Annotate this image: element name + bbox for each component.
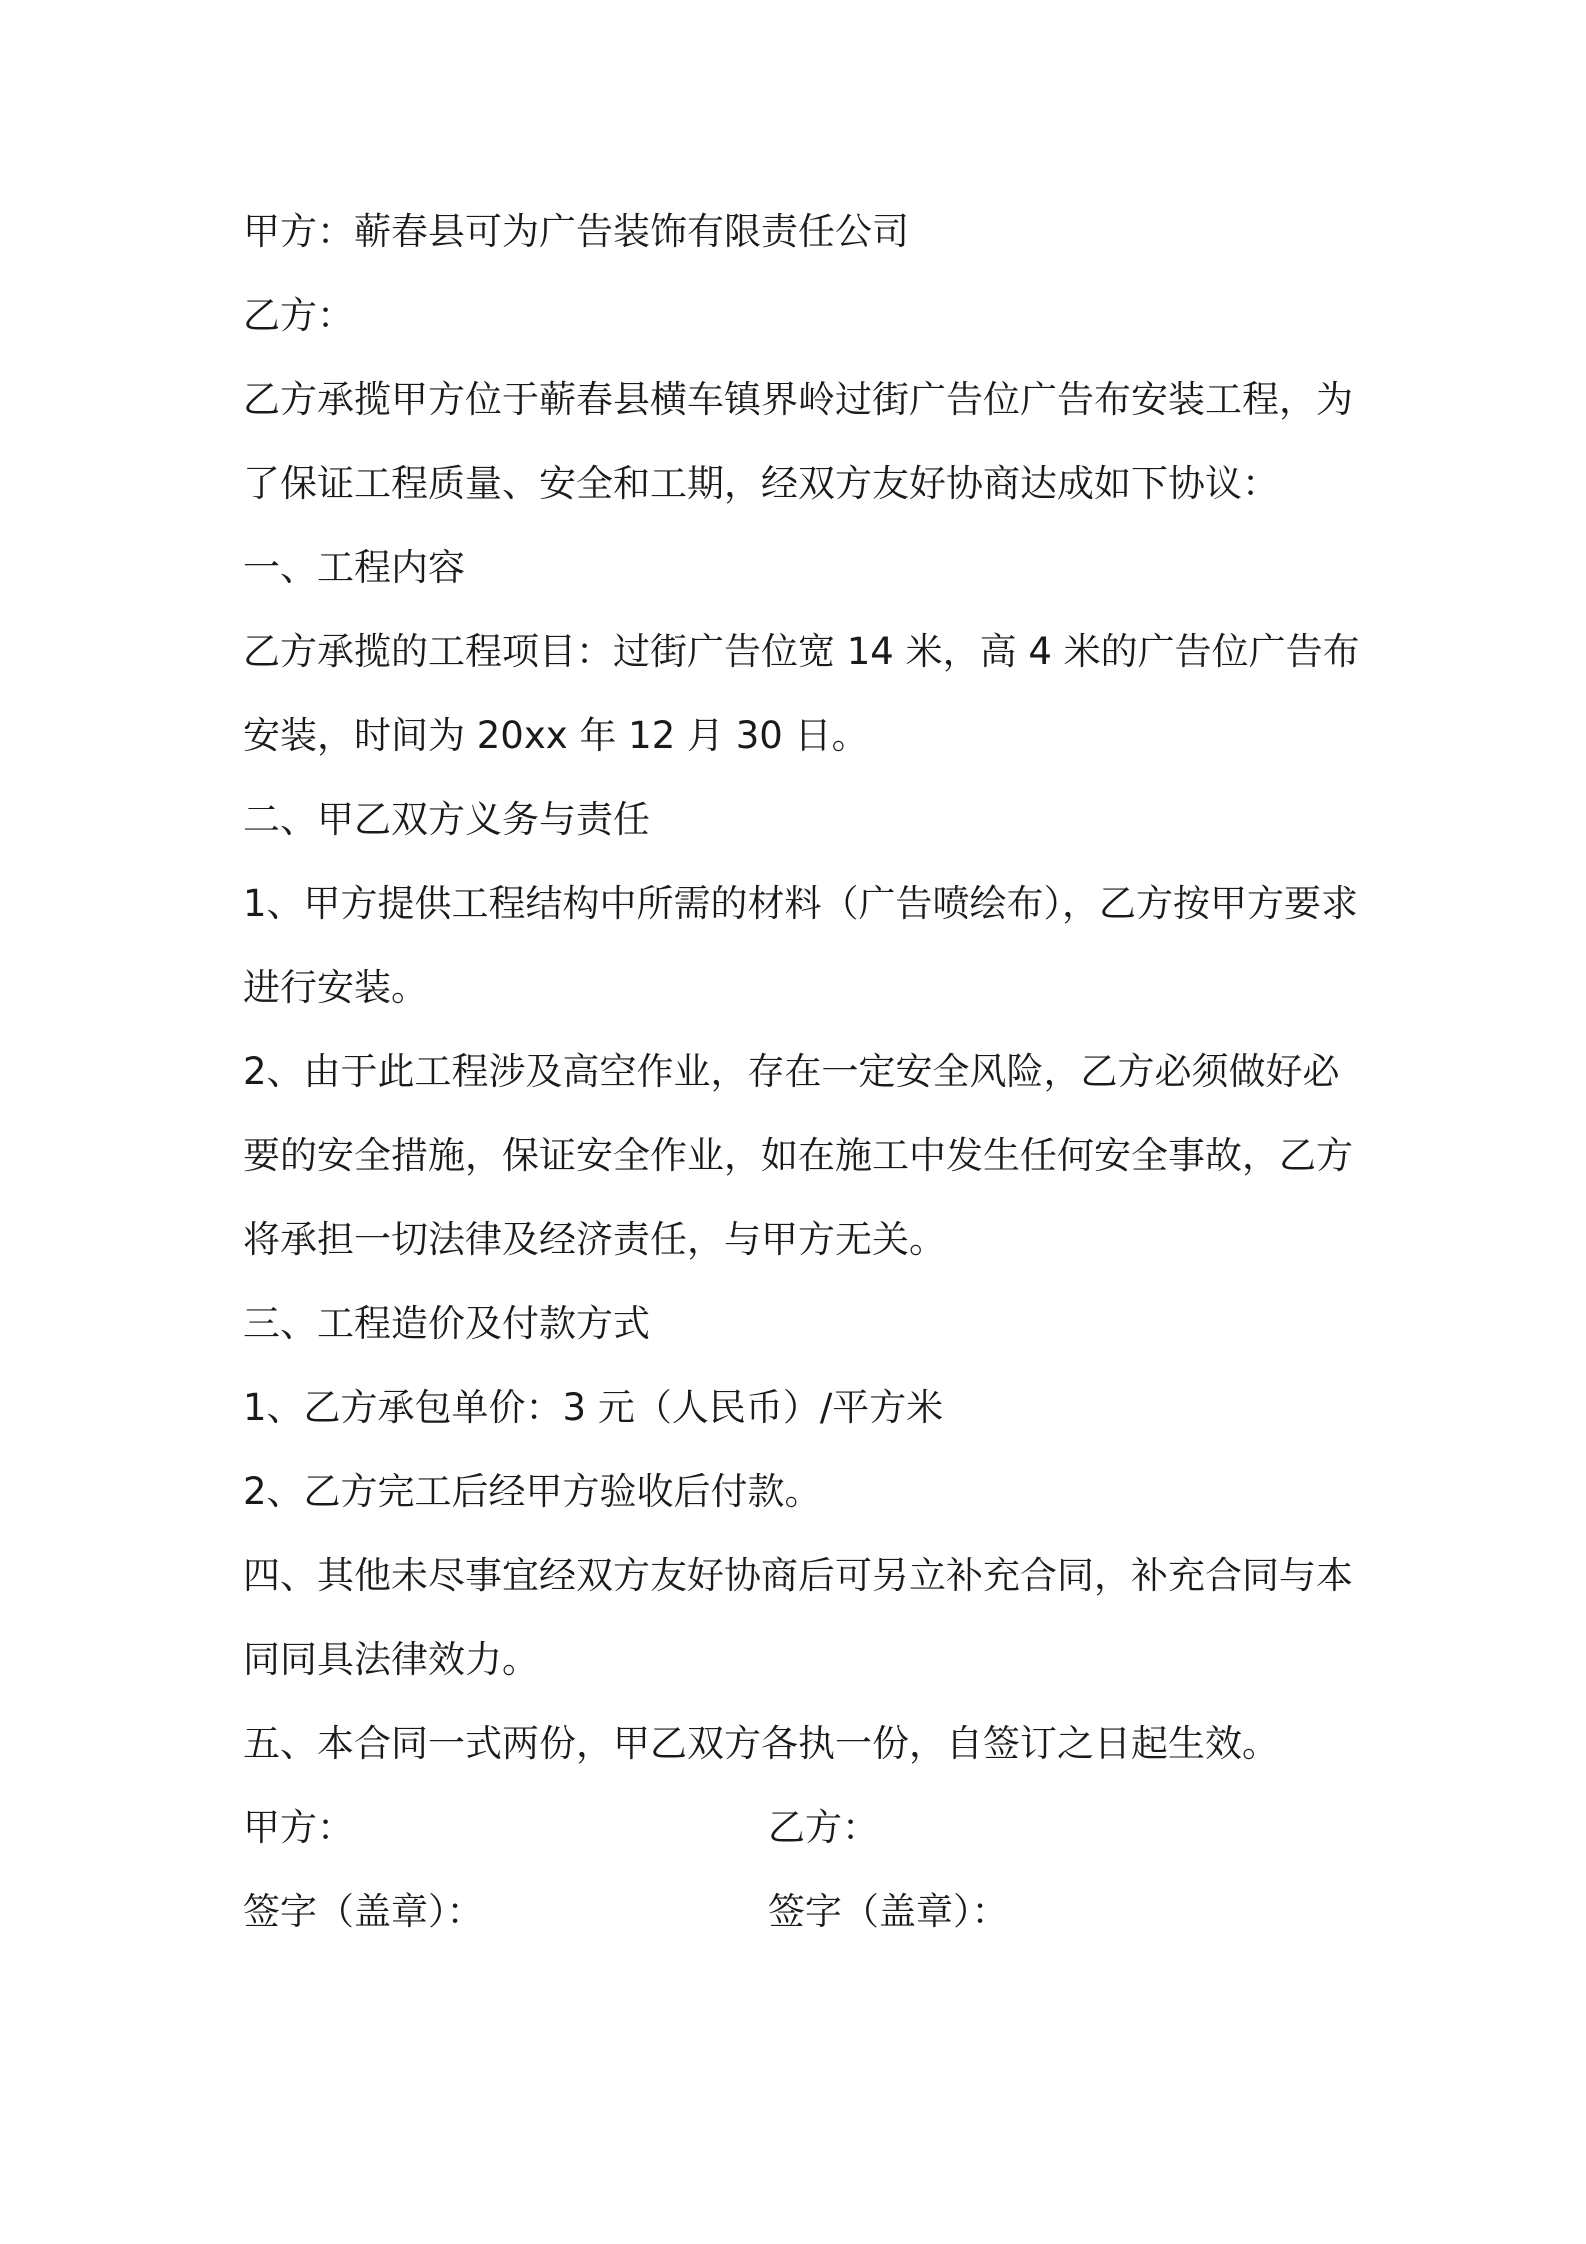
section-1-line-2: 安装，时间为 20xx 年 12 月 30 日。 — [243, 714, 869, 757]
signature-parties-row — [243, 1786, 1363, 1870]
contract-document — [243, 190, 1363, 1954]
signature-seal-a: 签字（盖章）： — [243, 1890, 484, 1933]
party-a-line: 甲方：蕲春县可为广告装饰有限责任公司 — [243, 210, 909, 253]
section-2-item-2-line-2: 要的安全措施，保证安全作业，如在施工中发生任何安全事故，乙方 — [243, 1134, 1353, 1177]
section-2-item-1-line-2: 进行安装。 — [243, 966, 428, 1009]
section-1-title: 一、工程内容 — [243, 546, 465, 589]
section-5-line: 五、本合同一式两份，甲乙双方各执一份，自签订之日起生效。 — [243, 1722, 1279, 1765]
section-3-title: 三、工程造价及付款方式 — [243, 1302, 650, 1345]
intro-line-2: 了保证工程质量、安全和工期，经双方友好协商达成如下协议： — [243, 462, 1279, 505]
intro-line-1: 乙方承揽甲方位于蕲春县横车镇界岭过街广告位广告布安装工程，为 — [243, 378, 1353, 421]
signature-seal-b: 签字（盖章）： — [768, 1890, 1009, 1933]
signature-seal-row — [243, 1870, 1363, 1954]
signature-party-a: 甲方： — [243, 1806, 354, 1849]
section-2-item-1-line-1: 1、甲方提供工程结构中所需的材料（广告喷绘布），乙方按甲方要求 — [243, 882, 1359, 925]
section-4-line-2: 同同具法律效力。 — [243, 1638, 539, 1681]
section-2-item-2-line-1: 2、由于此工程涉及高空作业，存在一定安全风险，乙方必须做好必 — [243, 1050, 1340, 1093]
section-2-item-2-line-3: 将承担一切法律及经济责任，与甲方无关。 — [243, 1218, 946, 1261]
signature-party-b: 乙方： — [768, 1806, 879, 1849]
party-b-line: 乙方： — [243, 294, 354, 337]
section-1-line-1: 乙方承揽的工程项目：过街广告位宽 14 米，高 4 米的广告位广告布 — [243, 630, 1360, 673]
section-2-title: 二、甲乙双方义务与责任 — [243, 798, 650, 841]
section-3-item-2: 2、乙方完工后经甲方验收后付款。 — [243, 1470, 822, 1513]
section-4-line-1: 四、其他未尽事宜经双方友好协商后可另立补充合同，补充合同与本 — [243, 1554, 1353, 1597]
section-3-item-1: 1、乙方承包单价：3 元（人民币）/平方米 — [243, 1386, 944, 1429]
